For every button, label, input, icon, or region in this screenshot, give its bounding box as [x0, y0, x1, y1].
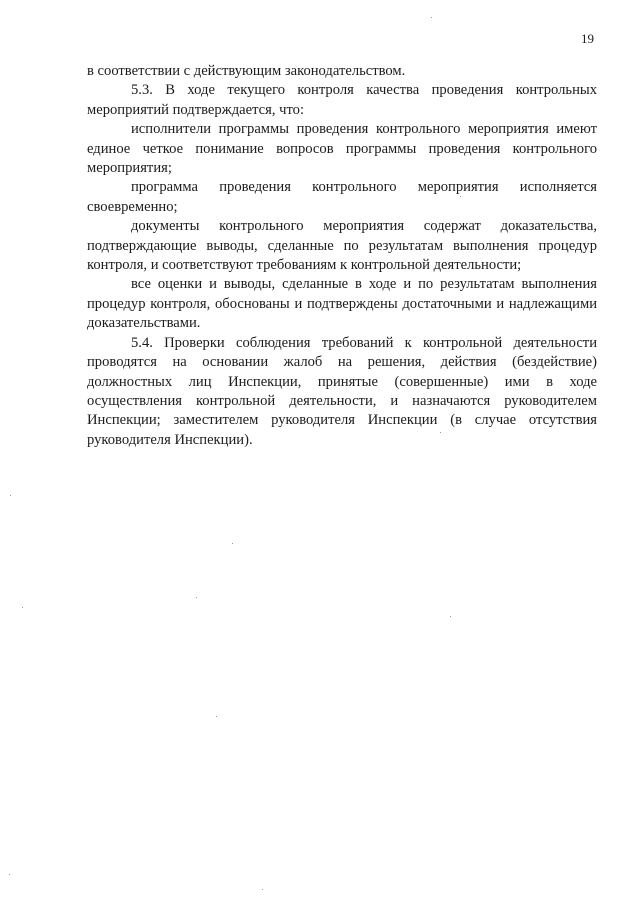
- paragraph-executors-understanding: исполнители программы проведения контрольного мероприятия имеют единое четкое понимание вопросов программы проведения контрольного мероприятия;: [87, 121, 597, 177]
- paragraph-program-timely: программа проведения контрольного мероприятия исполняется своевременно;: [87, 179, 597, 215]
- scan-speck: [450, 616, 451, 617]
- scan-speck: [10, 495, 11, 496]
- scan-speck: [262, 889, 263, 890]
- paragraph-documents-evidence: документы контрольного мероприятия содержат доказательства, подтверждающие выводы, сделанные по результатам выполнения процедур контроля, и соответствуют требованиям к контрольной деятельности;: [87, 218, 597, 274]
- scan-speck: [460, 196, 461, 197]
- scan-speck: [9, 874, 10, 875]
- scan-speck: [232, 543, 233, 544]
- scan-speck: [22, 607, 23, 608]
- body-text: [87, 62, 597, 450]
- scan-speck: [216, 716, 217, 717]
- page-number: 19: [581, 31, 594, 46]
- scan-speck: [431, 17, 432, 18]
- paragraph-5-3-intro: 5.3. В ходе текущего контроля качества проведения контрольных мероприятий подтверждается, что:: [87, 82, 597, 118]
- paragraph-assessments-substantiated: все оценки и выводы, сделанные в ходе и по результатам выполнения процедур контроля, обоснованы и подтверждены достаточными и надлежащими доказательствами.: [87, 276, 597, 332]
- scan-speck: [440, 432, 441, 433]
- paragraph-5-4-inspections: 5.4. Проверки соблюдения требований к контрольной деятельности проводятся на основании жалоб на решения, действия (бездействие) должностных лиц Инспекции, принятые (совершенные) ими в ходе осуществления контрольной деятельности, и назначаются руководителем Инспекции; заместителем руководителя Инспекции (в случае отсутствия руководителя Инспекции).: [87, 334, 597, 448]
- scan-speck: [196, 597, 197, 598]
- paragraph-continuation: в соответствии с действующим законодательством.: [87, 63, 406, 79]
